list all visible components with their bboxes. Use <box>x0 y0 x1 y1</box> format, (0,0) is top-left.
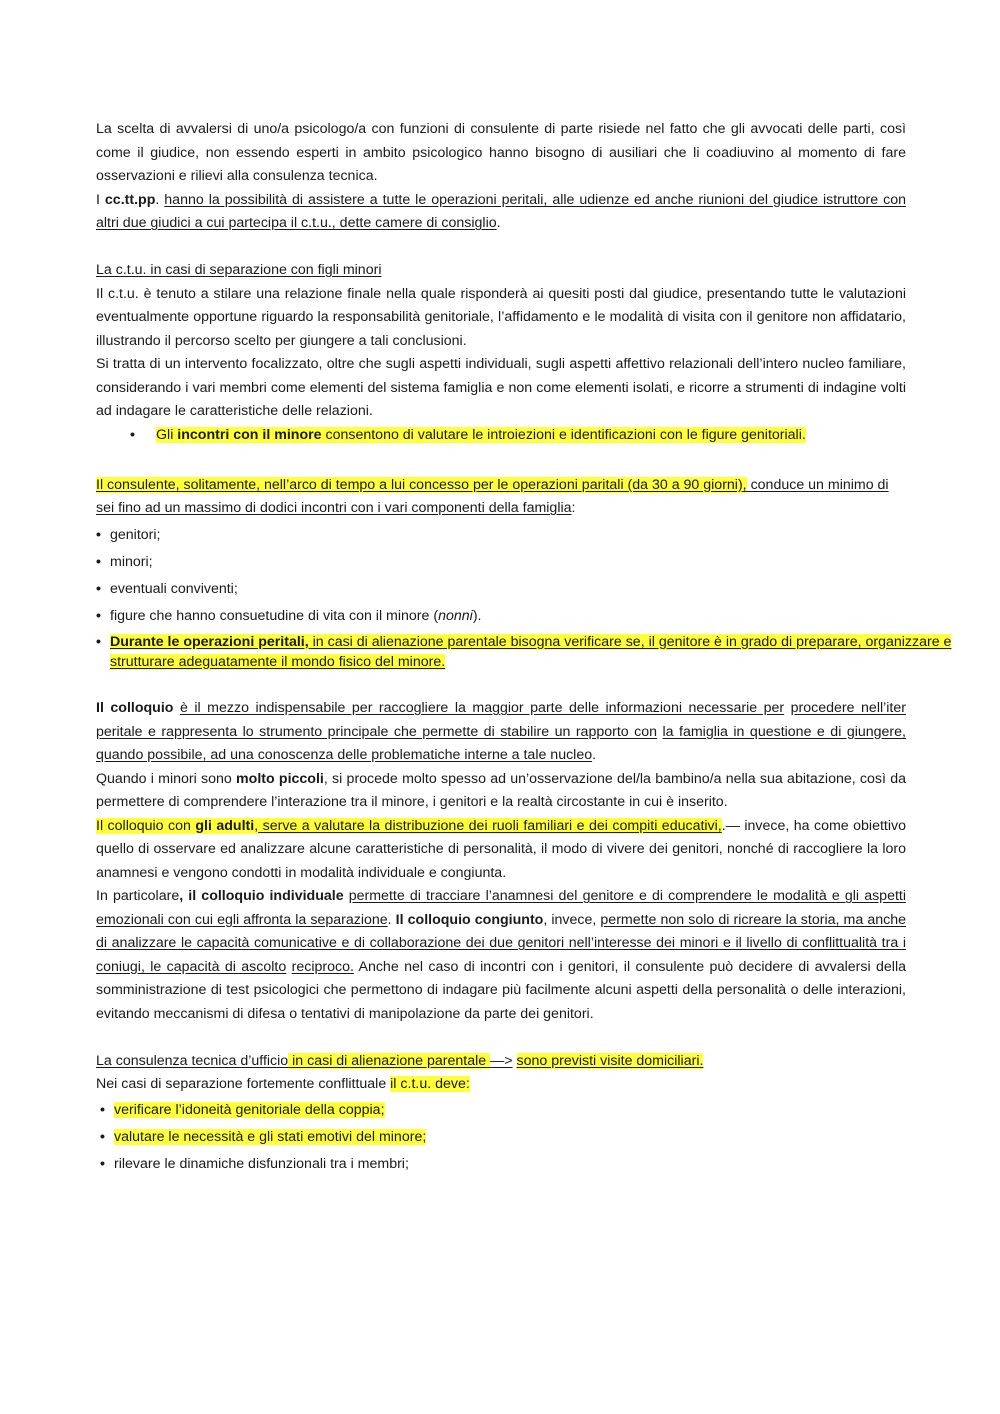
spacer <box>96 1026 906 1050</box>
paragraph-minori-piccoli: Quando i minori sono molto piccoli, si procede molto spesso ad un’osservazione del/la bambino/a nella sua abitazione, così da permettere di comprendere l’interazione tra il minore, i genitori e la realtà circostante in cui è inserito. <box>96 770 906 810</box>
paragraph-cc-tt-pp: I cc.tt.pp. hanno la possibilità di assistere a tutte le operazioni peritali, alle udienze ed anche riunioni del giudice istruttore con altri due giudici a cui partecipa il c.t.u., dette camere di consiglio. <box>96 191 907 231</box>
list-item: • Durante le operazioni peritali, in casi di alienazione parentale bisogna verificare se, il genitore è in grado di preparare, organizzare e strutturare adeguatamente il mondo fisico del minore. <box>96 632 1000 672</box>
bullet-list-minore <box>124 424 906 448</box>
list-item: • rilevare le dinamiche disfunzionali tra i membri; <box>100 1153 906 1177</box>
paragraph-intervento: Si tratta di un intervento focalizzato, oltre che sugli aspetti individuali, sugli aspetti affettivo relazionali dell’intero nucleo familiare, considerando i vari membri come elementi del sistema famiglia e non come elementi isolati, e ricorre a strumenti di indagine volti ad indagare le caratteristiche delle relazioni. <box>96 356 906 419</box>
paragraph-consulenza-tecnica: La consulenza tecnica d’ufficio in casi di alienazione parentale —> sono previsti visite domiciliari. <box>96 1052 704 1069</box>
list-item: • eventuali conviventi; <box>96 578 906 602</box>
paragraph-relazione: Il c.t.u. è tenuto a stilare una relazione finale nella quale risponderà ai quesiti posti dal giudice, presentando tutte le valutazioni eventualmente opportune riguardo la responsabilità genitoriale, l’affidamento e le modalità di visita con il genitore non affidatario, illustrando il percorso scelto per giungere a tali conclusioni. <box>96 285 906 349</box>
paragraph-intro: La scelta di avvalersi di uno/a psicologo/a con funzioni di consulente di parte risiede nel fatto che gli avvocati delle parti, così come il giudice, non essendo esperti in ambito psicologico hanno bisogno di ausiliari che li coadiuvino al momento di fare osservazioni e rilievi alla consulenza tecnica. <box>96 121 906 184</box>
list-item: • Gli incontri con il minore consentono di valutare le introiezioni e identificazioni con le figure genitoriali. <box>156 424 906 448</box>
document-page <box>96 118 952 1180</box>
spacer <box>96 450 906 474</box>
list-item: • figure che hanno consuetudine di vita con il minore (nonni). <box>96 605 906 629</box>
bullet-list-componenti <box>96 524 952 672</box>
list-item: • minori; <box>96 551 906 575</box>
list-item: • verificare l’idoneità genitoriale della coppia; <box>100 1099 906 1123</box>
paragraph-colloquio-individuale: In particolare, il colloquio individuale permette di tracciare l’anamnesi del genitore e di comprendere le modalità e gli aspetti emozionali con cui egli affronta la separazione. Il colloquio congiunto, invece, permette non solo di ricreare la storia, ma anche di analizzare le capacità comunicative e di collaborazione dei due genitori nell’interesse dei minori e il livello di conflittualità tra i coniugi, le capacità di ascolto reciproco. Anche nel caso di incontri con i genitori, il consulente può decidere di avvalersi della somministrazione di test psicologici che permettono di indagare più facilmente alcuni aspetti della personalità o delle interazioni, evitando meccanismi di difesa o tentativi di manipolazione da parte dei genitori. <box>96 888 906 1022</box>
spacer <box>96 675 906 697</box>
paragraph-colloquio-adulti: Il colloquio con gli adulti, serve a valutare la distribuzione dei ruoli familiari e dei compiti educativi,.— invece, ha come obiettivo quello di osservare ed analizzare alcune caratteristiche di personalità, il modo di vivere dei genitori, nonché di raccogliere la loro anamnesi e vengono condotti in modalità individuale e congiunta. <box>96 817 906 881</box>
paragraph-separazione-conflittuale: Nei casi di separazione fortemente conflittuale il c.t.u. deve: <box>96 1076 470 1092</box>
section-heading-ctu: La c.t.u. in casi di separazione con figli minori <box>96 262 382 278</box>
paragraph-colloquio: Il colloquio è il mezzo indispensabile per raccogliere la maggior parte delle informazioni necessarie per procedere nell’iter peritale e rappresenta lo strumento principale che permette di stabilire un rapporto con la famiglia in questione e di giungere, quando possibile, ad una conoscenza delle problematiche interne a tale nucleo. <box>96 700 906 763</box>
list-item: • valutare le necessità e gli stati emotivi del minore; <box>100 1126 906 1150</box>
list-item: • genitori; <box>96 524 906 548</box>
paragraph-consulente: Il consulente, solitamente, nell’arco di tempo a lui concesso per le operazioni paritali (da 30 a 90 giorni), conduce un minimo di sei fino ad un massimo di dodici incontri con i vari componenti della famiglia: <box>96 476 889 516</box>
spacer <box>96 236 906 260</box>
bullet-list-ctu-deve <box>100 1099 906 1177</box>
